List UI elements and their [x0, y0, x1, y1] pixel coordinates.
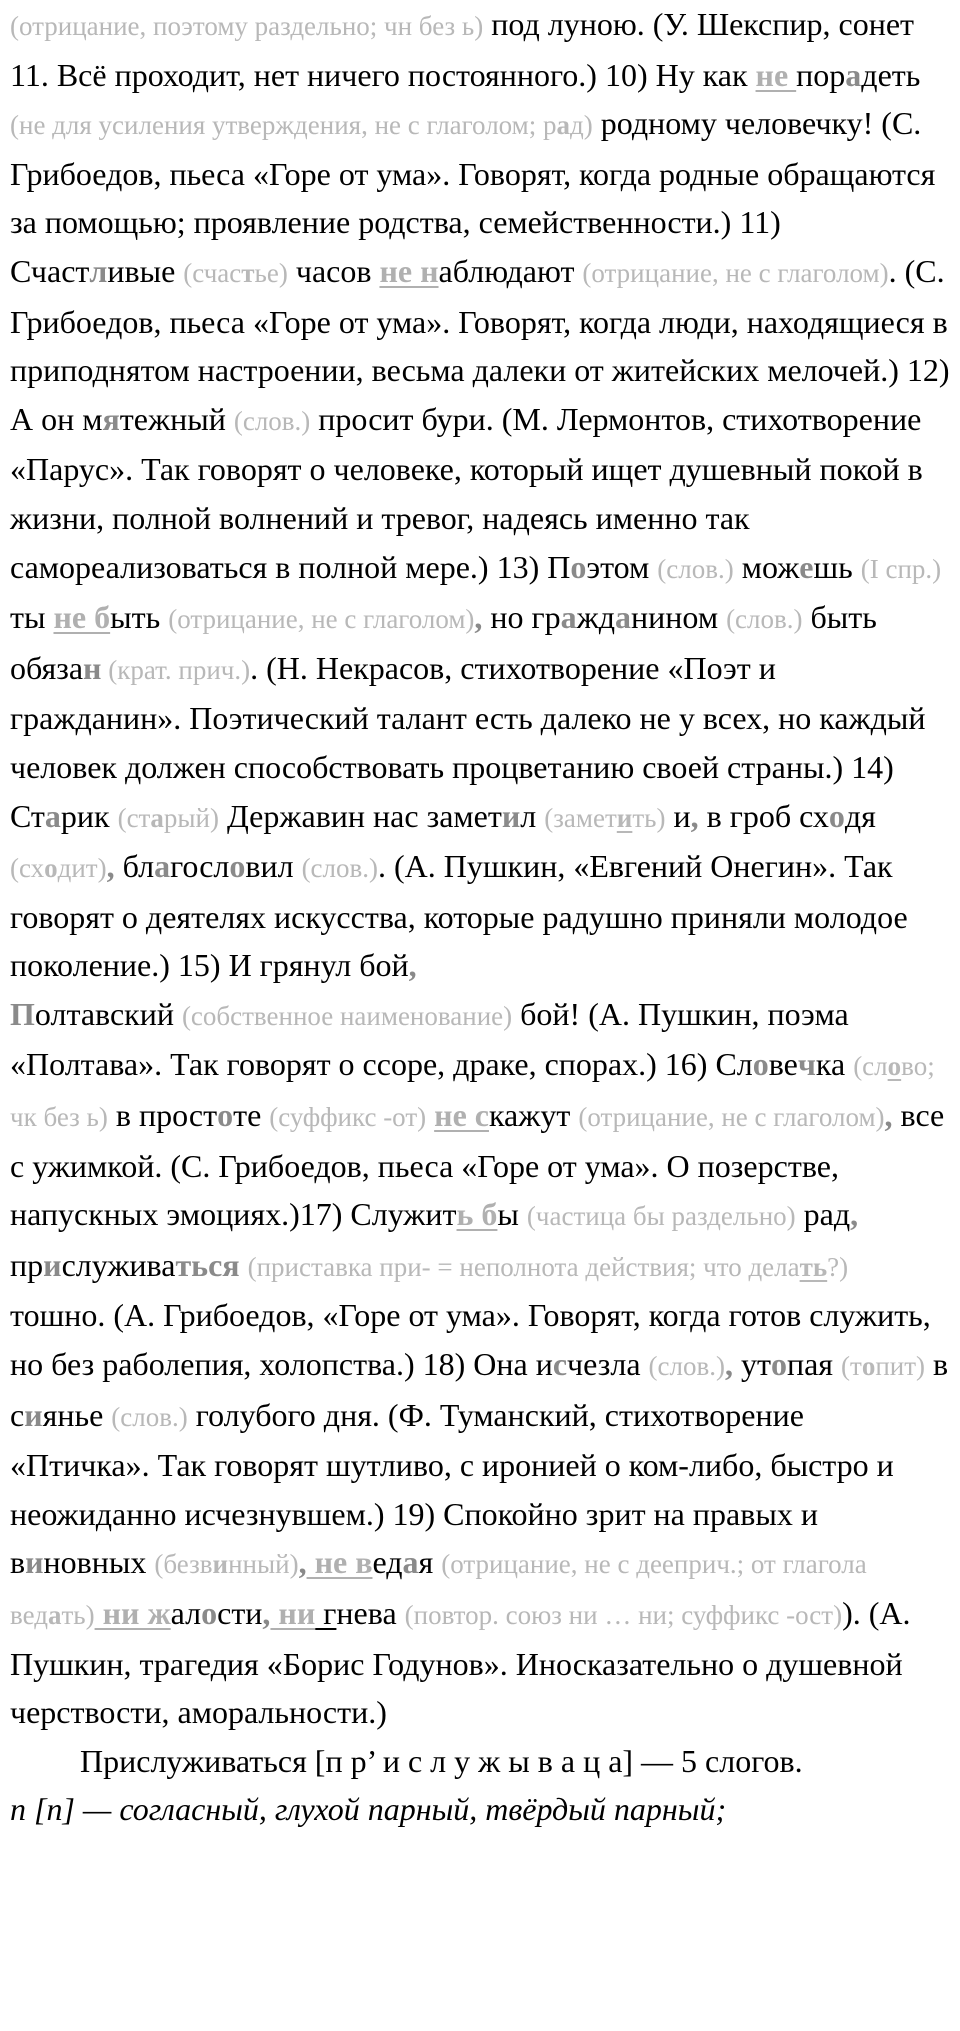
- annotation: (безвинный): [154, 1549, 299, 1580]
- text-run: пор: [796, 56, 846, 93]
- annotation: (счастье): [183, 257, 288, 288]
- highlight-letter: а: [615, 599, 632, 636]
- highlight-ni: ни: [270, 1595, 316, 1631]
- text-run: г: [315, 1595, 337, 1631]
- highlight-letter: а: [560, 599, 577, 636]
- text-run: тошно. (А. Грибоедов, «Горе от ума». Говорят, когда готов служить, но без раболепия, холопства.) 18) Она и: [10, 1297, 931, 1383]
- text-run: ты: [10, 599, 54, 636]
- text-run: госл: [170, 848, 230, 885]
- text-run: родному человечку! (С. Грибоедов, пьеса «Горе от ума». Говорят, когда родные обращаются за помощью; проявление родства, семейственности.) 11) Счаст: [10, 105, 936, 289]
- text-run: голубого дня. (Ф. Туманский, стихотворение «Птичка». Так говорят шутливо, с иронией о ком-либо, быстро и неожиданно исчезнувшем.) 19) Спокойно зрит на правых и в: [10, 1396, 894, 1581]
- highlight-ni: ни ж: [94, 1595, 171, 1631]
- text-run: Державин нас замет: [218, 797, 502, 834]
- highlight-comma: ,: [884, 1097, 893, 1134]
- annotation: (топит): [841, 1351, 926, 1382]
- annotation: (отрицание, не с глаголом): [582, 257, 889, 288]
- highlight-letter: и: [24, 1396, 43, 1433]
- text-run: ивые: [107, 252, 184, 289]
- text-run: новных: [43, 1544, 155, 1581]
- text-run: жд: [576, 599, 616, 636]
- annotation: (собственное наименование): [181, 1000, 513, 1031]
- annotation: (сходит): [10, 853, 107, 884]
- text-run: ут: [732, 1346, 771, 1383]
- highlight-comma: ,: [474, 599, 483, 636]
- highlight-letter: о: [570, 548, 587, 585]
- highlight-particle: ь б: [456, 1196, 498, 1233]
- text-run: . (А. Пушкин, «Евгений Онегин». Так говорят о деятелях искусства, которые радушно приняли молодое поколение.) 15) И грянул бой: [10, 848, 908, 984]
- text-run: деть: [861, 56, 921, 93]
- text-run: просит бури. (М. Лермонтов, стихотворение «Парус». Так говорят о человеке, который ищет душевный покой в жизни, полной волнений и тревог, надеясь именно так самореализоваться в полной мере.) 13) П: [10, 400, 923, 585]
- highlight-ne: не б: [53, 599, 111, 636]
- highlight-comma: ,: [298, 1544, 307, 1581]
- text-run: этом: [586, 548, 658, 585]
- annotation: (слов.): [233, 405, 311, 436]
- text-run: в с: [10, 1346, 949, 1433]
- highlight-letter: а: [402, 1544, 419, 1581]
- highlight-letter: и: [501, 797, 521, 834]
- annotation: (заметить): [544, 802, 666, 833]
- text-run: тежный: [119, 400, 234, 437]
- main-paragraph: [10, 0, 950, 1737]
- text-run: бл: [114, 848, 155, 885]
- text-run: рад: [795, 1196, 851, 1233]
- text-run: нином: [631, 599, 727, 636]
- text-run: л: [520, 797, 545, 834]
- highlight-comma: ,: [408, 947, 417, 984]
- highlight-letter: о: [201, 1595, 218, 1631]
- annotation: (слов.): [111, 1401, 188, 1432]
- text-run: ал: [170, 1595, 202, 1631]
- highlight-letter: и: [25, 1544, 44, 1581]
- highlight-letter: П: [10, 995, 35, 1032]
- text-run: в прост: [107, 1097, 218, 1134]
- highlight-ne: не: [755, 56, 797, 93]
- text-run: олтавский: [34, 995, 182, 1032]
- highlight-letter: о: [752, 1046, 769, 1083]
- phonetic-line: Прислуживаться [п р’ и с л у ж ы в а ц а] — 5 слогов.: [80, 1742, 803, 1779]
- text-run: вил: [245, 848, 302, 885]
- highlight-letter: л: [89, 252, 108, 289]
- annotation: (слов.): [301, 853, 379, 884]
- annotation: (слов.): [726, 604, 803, 635]
- highlight-ne: не в: [306, 1544, 373, 1581]
- highlight-letter: а: [44, 797, 61, 834]
- highlight-letter: ч: [797, 1046, 816, 1083]
- text-run: ы: [497, 1196, 527, 1233]
- highlight-suffix: ться: [175, 1246, 248, 1283]
- text-run: нева: [336, 1595, 405, 1631]
- highlight-comma: ,: [106, 848, 115, 885]
- text-run: пая: [786, 1346, 842, 1383]
- text-run: служива: [61, 1246, 176, 1283]
- text-run: рик: [60, 797, 118, 834]
- text-run: ед: [372, 1544, 403, 1581]
- highlight-letter: е: [799, 548, 814, 585]
- text-run: сти: [217, 1595, 263, 1631]
- annotation: (отрицание, не с глаголом): [168, 604, 475, 635]
- highlight-letter: н: [83, 649, 102, 686]
- annotation: (отрицание, поэтому раздельно; чн без ь): [10, 11, 484, 41]
- text-run: те: [233, 1097, 270, 1134]
- text-run: янье: [42, 1396, 112, 1433]
- annotation: (слов.): [648, 1351, 725, 1382]
- annotation: (не для усиления утверждения, не с глаголом; рад): [10, 110, 593, 141]
- annotation: (суффикс -от): [269, 1102, 427, 1133]
- highlight-letter: я: [102, 400, 120, 437]
- phonetic-analysis-line: п [п] — согласный, глухой парный, твёрдый парный;: [10, 1791, 727, 1828]
- text-run: . (С. Грибоедов, пьеса «Горе от ума». Говорят, когда люди, находящиеся в приподнятом настроении, весьма далеки от житейских мелочей.) 12) А он м: [10, 252, 950, 437]
- annotation: (слов.): [657, 553, 734, 584]
- text-run: чезла: [567, 1346, 649, 1383]
- annotation: (крат. прич.): [101, 654, 251, 685]
- annotation: (отрицание, не с глаголом): [578, 1102, 885, 1133]
- highlight-ne: не с: [434, 1097, 489, 1134]
- text-run: [426, 1097, 434, 1133]
- highlight-letter: а: [154, 848, 171, 885]
- annotation: (отрицание, не с деeприч.; от глагола ведать): [10, 1549, 867, 1630]
- text-run: аблюдают: [438, 252, 583, 289]
- highlight-ne: не н: [379, 252, 439, 289]
- annotation: (приставка при- = неполнота действия; что делать?): [247, 1251, 849, 1282]
- text-run: ыть: [110, 599, 169, 636]
- text-run: все с ужимкой. (С. Грибоедов, пьеса «Горе от ума». О позерстве, напускных эмоциях.)17) Служит: [10, 1097, 945, 1233]
- text-run: мож: [733, 548, 800, 585]
- highlight-comma: ,: [724, 1346, 733, 1383]
- text-run: . (Н. Некрасов, стихотворение «Поэт и гражданин». Поэтический талант есть далеко не у всех, но каждый человек должен способствовать процветанию своей страны.) 14) Ст: [10, 649, 926, 834]
- text-run: быть обяза: [10, 599, 877, 686]
- text-run: часов: [287, 252, 380, 289]
- text-run: кажут: [488, 1097, 579, 1134]
- text-run: шь: [813, 548, 861, 585]
- text-run: ве: [768, 1046, 798, 1083]
- highlight-letter: о: [770, 1346, 787, 1383]
- highlight-letter: с: [552, 1346, 568, 1383]
- annotation: (повтор. союз ни … ни; суффикс -ост): [404, 1600, 843, 1630]
- text-run: пр: [10, 1246, 44, 1283]
- text-run: и: [665, 797, 691, 834]
- highlight-letter: о: [217, 1097, 234, 1134]
- text-run: под луною. (У. Шекспир, сонет 11. Всё проходит, нет ничего постоянного.) 10) Ну как: [10, 6, 915, 93]
- highlight-letter: а: [845, 56, 862, 93]
- highlight-comma: ,: [262, 1595, 271, 1631]
- highlight-letter: и: [43, 1246, 62, 1283]
- highlight-letter: о: [229, 848, 246, 885]
- highlight-letter: о: [828, 797, 845, 834]
- annotation: (частица бы раздельно): [526, 1201, 796, 1232]
- text-run: ). (А. Пушкин, трагедия «Борис Годунов». Иносказательно о душевной черствости, аморальности.): [10, 1595, 911, 1731]
- text-run: бой! (А. Пушкин, поэма «Полтава». Так говорят о ссоре, драке, спорах.) 16) Сл: [10, 995, 849, 1083]
- text-run: ка: [815, 1046, 854, 1083]
- annotation: (старый): [117, 802, 219, 833]
- text-run: но гр: [482, 599, 561, 636]
- text-run: дя: [844, 797, 876, 834]
- text-run: я: [418, 1544, 442, 1581]
- annotation: (слово; чк без ь): [10, 1051, 935, 1133]
- highlight-comma: ,: [850, 1196, 859, 1233]
- highlight-comma: ,: [690, 797, 699, 834]
- annotation: (I спр.): [860, 553, 942, 584]
- text-run: в гроб сх: [698, 797, 829, 834]
